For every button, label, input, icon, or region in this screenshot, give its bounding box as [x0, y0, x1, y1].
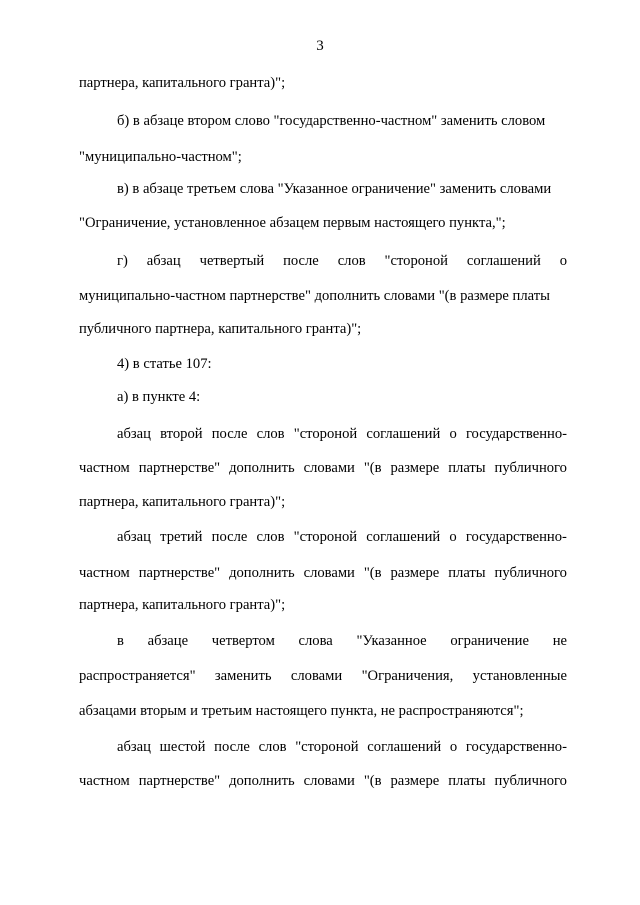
- page-number: 3: [316, 38, 324, 54]
- word: "стороной: [293, 529, 358, 545]
- word: дополнить: [229, 565, 295, 581]
- word: платы: [448, 565, 486, 581]
- word: слов: [337, 253, 366, 269]
- paragraph-v-line-1: в) в абзаце третьем слова "Указанное ограничение" заменить словами: [117, 181, 552, 197]
- word: дополнить: [229, 773, 295, 789]
- word: соглашений: [366, 426, 441, 442]
- word: "(в: [363, 565, 382, 581]
- word: словами: [303, 565, 355, 581]
- word: "стороной: [384, 253, 448, 269]
- word: после: [214, 739, 250, 755]
- paragraph-4-line-3: абзацами вторым и третьим настоящего пункта, не распространяются";: [79, 703, 524, 719]
- paragraph-g-line-3: публичного партнера, капитального гранта)";: [79, 321, 362, 337]
- word: "Ограничения,: [361, 668, 454, 684]
- word: частном: [79, 460, 130, 476]
- paragraph-b-line-2: "муниципально-частном";: [79, 149, 242, 165]
- word: платы: [448, 773, 486, 789]
- word: абзац: [117, 739, 151, 755]
- word: четвертый: [199, 253, 265, 269]
- word: распространяется": [79, 668, 196, 684]
- paragraph-4-line-1: [117, 632, 567, 650]
- paragraph-3-line-2: [79, 564, 567, 582]
- word: абзаце: [147, 633, 189, 649]
- word: о: [449, 426, 457, 442]
- item-4-heading: 4) в статье 107:: [117, 356, 212, 372]
- word: в: [117, 633, 124, 649]
- word: соглашений: [466, 253, 541, 269]
- word: заменить: [214, 668, 272, 684]
- word: после: [211, 426, 248, 442]
- word: словами: [290, 668, 343, 684]
- word: установленные: [472, 668, 567, 684]
- word: "(в: [363, 460, 382, 476]
- paragraph-6-line-2: [79, 772, 567, 790]
- paragraph-3-line-1: [117, 528, 567, 546]
- word: соглашений: [367, 739, 442, 755]
- paragraph-2-line-3: партнера, капитального гранта)";: [79, 494, 286, 510]
- word: размере: [390, 460, 440, 476]
- word: частном: [79, 565, 130, 581]
- word: после: [283, 253, 319, 269]
- paragraph-2-line-1: [117, 425, 567, 443]
- item-a-heading: а) в пункте 4:: [117, 389, 201, 405]
- word: г): [117, 253, 128, 269]
- word: второй: [160, 426, 203, 442]
- word: государственно-: [465, 426, 567, 442]
- text-line: партнера, капитального гранта)";: [79, 75, 286, 91]
- word: слова: [298, 633, 333, 649]
- paragraph-2-line-2: [79, 459, 567, 477]
- paragraph-3-line-3: партнера, капитального гранта)";: [79, 597, 286, 613]
- paragraph-4-line-2: [79, 667, 567, 685]
- word: "(в: [363, 773, 382, 789]
- word: не: [552, 633, 567, 649]
- word: абзац: [146, 253, 181, 269]
- paragraph-g-line-1: [117, 252, 567, 270]
- word: о: [449, 529, 457, 545]
- paragraph-6-line-1: [117, 738, 567, 756]
- paragraph-v-line-2: "Ограничение, установленное абзацем первым настоящего пункта,";: [79, 215, 506, 231]
- paragraph-b-line-1: б) в абзаце втором слово "государственно-частном" заменить словом: [117, 113, 546, 129]
- word: публичного: [494, 773, 567, 789]
- word: партнерстве": [138, 460, 221, 476]
- word: партнерстве": [138, 773, 221, 789]
- word: слов: [258, 739, 287, 755]
- word: дополнить: [229, 460, 295, 476]
- word: "Указанное: [356, 633, 427, 649]
- word: "стороной: [293, 426, 358, 442]
- word: частном: [79, 773, 130, 789]
- word: после: [211, 529, 248, 545]
- word: государственно-: [465, 529, 567, 545]
- word: третий: [160, 529, 203, 545]
- word: размере: [390, 773, 440, 789]
- word: шестой: [159, 739, 206, 755]
- word: о: [559, 253, 567, 269]
- word: о: [449, 739, 458, 755]
- word: слов: [256, 529, 285, 545]
- word: абзац: [117, 529, 151, 545]
- word: "стороной: [295, 739, 359, 755]
- word: платы: [448, 460, 486, 476]
- word: четвертом: [211, 633, 275, 649]
- word: размере: [390, 565, 440, 581]
- word: слов: [256, 426, 285, 442]
- word: публичного: [494, 460, 567, 476]
- word: соглашений: [366, 529, 441, 545]
- paragraph-g-line-2: муниципально-частном партнерстве" дополнить словами "(в размере платы: [79, 288, 550, 304]
- word: государственно-: [465, 739, 567, 755]
- word: абзац: [117, 426, 151, 442]
- word: партнерстве": [138, 565, 221, 581]
- word: словами: [303, 460, 355, 476]
- word: словами: [303, 773, 355, 789]
- word: публичного: [494, 565, 567, 581]
- word: ограничение: [450, 633, 529, 649]
